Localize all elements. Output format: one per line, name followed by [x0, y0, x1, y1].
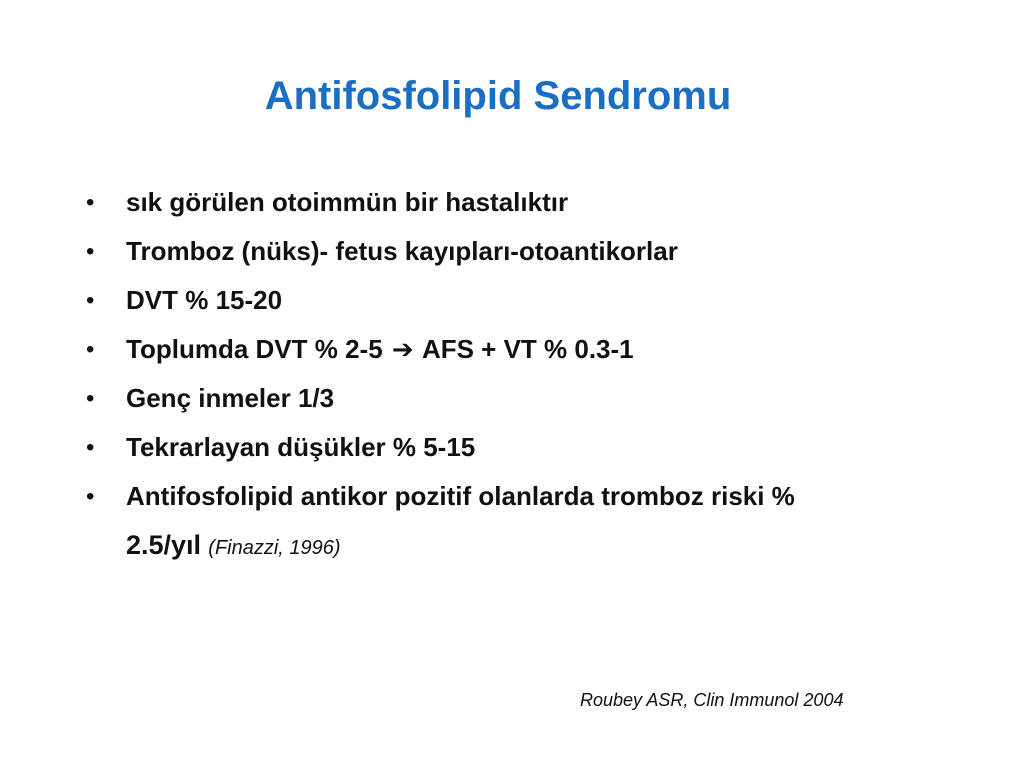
bullet-text: Tekrarlayan düşükler % 5-15 [126, 432, 476, 462]
citation: (Finazzi, 1996) [208, 537, 341, 559]
bullet-icon: • [86, 287, 95, 314]
bullet-icon: • [86, 238, 95, 265]
bullet-icon: • [86, 336, 95, 363]
list-item [86, 472, 936, 573]
bullet-text-line1: Antifosfolipid antikor pozitif olanlarda tromboz riski % [126, 481, 795, 511]
list-item [86, 276, 936, 325]
list-item [86, 325, 936, 374]
bullet-list [86, 178, 936, 573]
list-item [86, 178, 936, 227]
bullet-text: Genç inmeler 1/3 [126, 383, 335, 413]
bullet-icon: • [86, 189, 95, 216]
bullet-text-after: AFS + VT % 0.3-1 [421, 334, 634, 364]
bullet-text: sık görülen otoimmün bir hastalıktır [126, 187, 569, 217]
right-arrow-icon: ➔ [391, 334, 414, 364]
bullet-text-line2: 2.5/yıl [126, 530, 202, 560]
list-item [86, 227, 936, 276]
bullet-text-before: Toplumda DVT % 2-5 [126, 334, 383, 364]
bullet-icon: • [86, 434, 95, 461]
bullet-text: Tromboz (nüks)- fetus kayıpları-otoantikorlar [126, 236, 678, 266]
slide-title: Antifosfolipid Sendromu [264, 74, 732, 118]
bullet-icon: • [86, 483, 95, 510]
list-item [86, 374, 936, 423]
reference-citation: Roubey ASR, Clin Immunol 2004 [580, 690, 844, 710]
list-item [86, 423, 936, 472]
bullet-icon: • [86, 385, 95, 412]
bullet-text: DVT % 15-20 [126, 285, 283, 315]
